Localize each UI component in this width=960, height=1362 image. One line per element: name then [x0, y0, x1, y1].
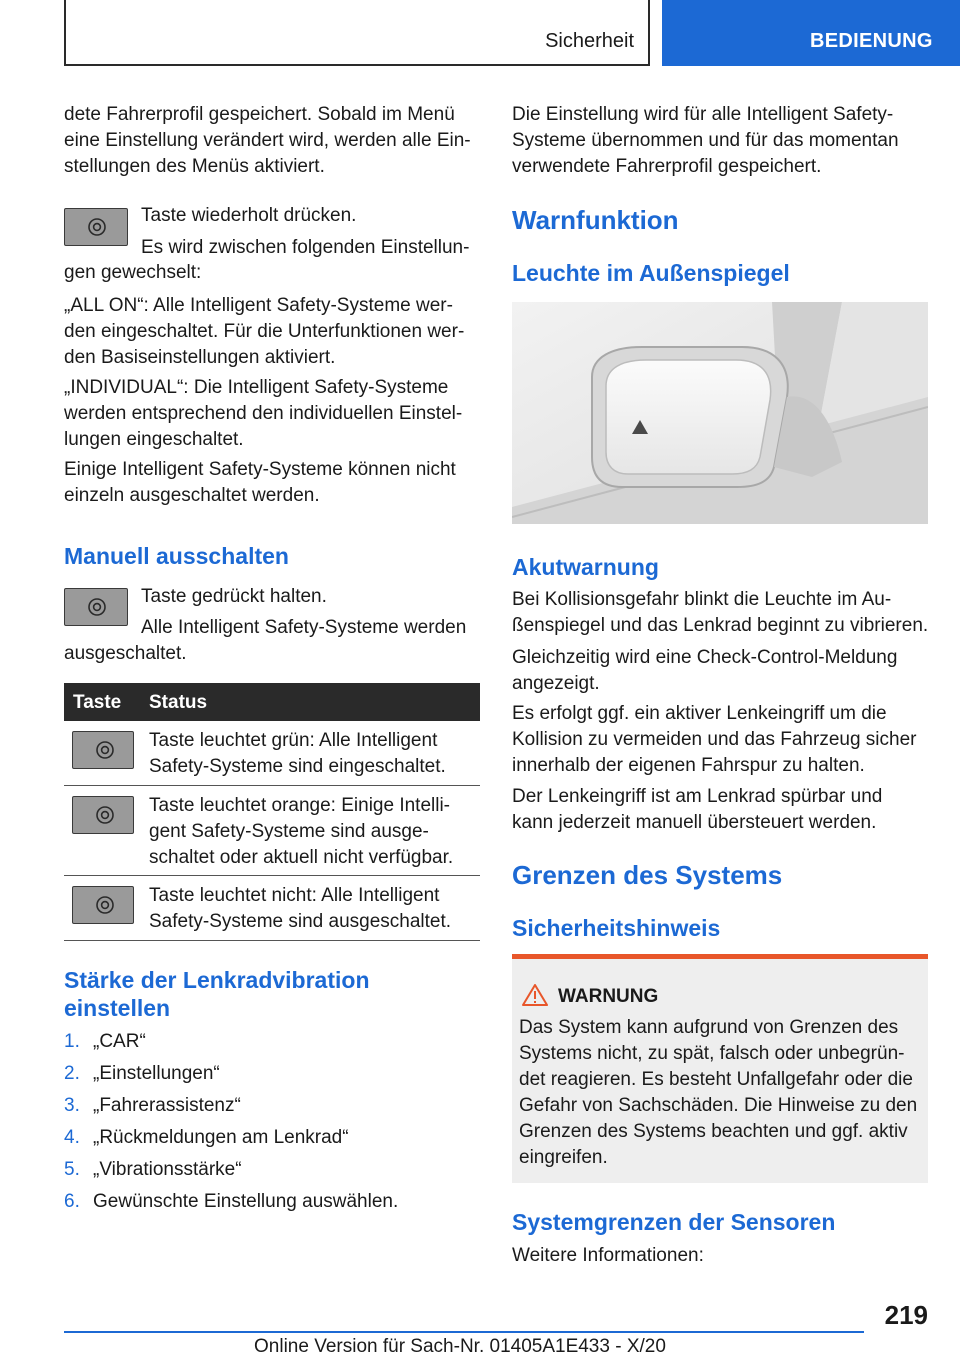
text-line: „INDIVIDUAL“: Die Intelligent Safety-Systeme: [64, 377, 449, 398]
btn2-line3: ausgeschaltet.: [64, 643, 187, 664]
akut-paragraph-2: [512, 645, 932, 697]
table-cell-status: [149, 728, 479, 780]
table-cell-status: [149, 883, 479, 935]
text-line: Die Einstellung wird für alle Intelligent Safety-: [512, 104, 894, 125]
list-item-number: 2.: [64, 1063, 80, 1084]
text-line: ßenspiegel und das Lenkrad beginnt zu vibrieren.: [512, 615, 929, 636]
btn1-line1: Taste wiederholt drücken.: [141, 205, 357, 226]
list-item-number: 4.: [64, 1127, 80, 1148]
header-chapter-tab[interactable]: [662, 0, 960, 66]
warning-title: WARNUNG: [558, 986, 659, 1007]
text-line: angezeigt.: [512, 673, 600, 694]
footer-divider: [64, 1331, 864, 1333]
header-chapter-title: BEDIENUNG: [810, 30, 933, 52]
list-item: „Vibrationsstärke“: [93, 1159, 242, 1180]
header-section-title: Sicherheit: [545, 30, 634, 52]
list-item-number: 6.: [64, 1191, 80, 1212]
heading-line: Stärke der Lenkradvibration: [64, 967, 370, 993]
right-intro-paragraph: [512, 102, 932, 180]
list-item: „Rückmeldungen am Lenkrad“: [93, 1127, 349, 1148]
akut-paragraph-4: [512, 784, 932, 836]
text-line: den Basiseinstellungen aktiviert.: [64, 347, 336, 368]
text-line: einzeln ausgeschaltet werden.: [64, 485, 320, 506]
text-line: Systems nicht, zu spät, falsch oder unbegrün-: [519, 1043, 905, 1064]
akut-paragraph-1: [512, 587, 932, 639]
warning-text: [519, 1015, 923, 1171]
heading-sensoren: Systemgrenzen der Sensoren: [512, 1209, 836, 1235]
heading-vibration: [64, 966, 370, 1022]
some-systems-paragraph: [64, 457, 484, 509]
table-header: [64, 683, 480, 721]
list-item-number: 1.: [64, 1031, 80, 1052]
safety-button-glyph: [95, 805, 115, 825]
safety-button-icon: [72, 886, 134, 924]
safety-button-glyph: [87, 597, 107, 617]
text-line: stellungen des Menüs aktiviert.: [64, 156, 325, 177]
text-line: Gefahr von Sachschäden. Die Hinweise zu den: [519, 1095, 918, 1116]
header-section-box: [64, 0, 650, 66]
safety-button-glyph: [87, 217, 107, 237]
text-line: Taste leuchtet grün: Alle Intelligent: [149, 730, 438, 751]
table-row: [64, 876, 480, 941]
warning-box: [512, 954, 928, 1183]
weitere-informationen: Weitere Informationen:: [512, 1245, 704, 1266]
warning-triangle-icon: [522, 983, 548, 1007]
text-line: schaltet oder aktuell nicht verfügbar.: [149, 847, 454, 868]
list-item: „CAR“: [93, 1031, 146, 1052]
text-line: eine Einstellung verändert wird, werden alle Ein-: [64, 130, 471, 151]
heading-akutwarnung: Akutwarnung: [512, 554, 659, 580]
btn2-line1: Taste gedrückt halten.: [141, 586, 327, 607]
heading-line: einstellen: [64, 995, 171, 1021]
text-line: Bei Kollisionsgefahr blinkt die Leuchte im Au-: [512, 589, 892, 610]
table-row: [64, 721, 480, 786]
text-line: kann jederzeit manuell übersteuert werden.: [512, 812, 877, 833]
text-line: Safety-Systeme sind eingeschaltet.: [149, 756, 446, 777]
heading-warnfunktion: Warnfunktion: [512, 205, 679, 235]
text-line: Einige Intelligent Safety-Systeme können nicht: [64, 459, 456, 480]
individual-paragraph: [64, 375, 484, 453]
text-line: Safety-Systeme sind ausgeschaltet.: [149, 911, 452, 932]
text-line: Der Lenkeingriff ist am Lenkrad spürbar und: [512, 786, 883, 807]
text-line: den eingeschaltet. Für die Unterfunktionen wer-: [64, 321, 465, 342]
left-paragraph-1: [64, 102, 484, 180]
list-item-number: 3.: [64, 1095, 80, 1116]
text-line: innerhalb der eigenen Fahrspur zu halten.: [512, 755, 865, 776]
table-header-taste: Taste: [73, 692, 122, 713]
table-row: [64, 786, 480, 876]
side-mirror-image: [512, 302, 928, 524]
text-line: Das System kann aufgrund von Grenzen des: [519, 1017, 899, 1038]
status-table: [64, 683, 480, 941]
safety-button-icon: [72, 731, 134, 769]
text-line: lungen eingeschaltet.: [64, 429, 244, 450]
safety-button-icon: [64, 588, 128, 626]
safety-button-glyph: [95, 740, 115, 760]
safety-button-icon: [64, 208, 128, 246]
page-number: 219: [884, 1300, 928, 1330]
text-line: Es erfolgt ggf. ein aktiver Lenkeingriff um die: [512, 703, 887, 724]
text-line: werden entsprechend den individuellen Einstel-: [64, 403, 463, 424]
table-cell-status: [149, 793, 479, 871]
btn1-line3: gen gewechselt:: [64, 262, 202, 283]
btn2-line2: Alle Intelligent Safety-Systeme werden: [141, 617, 467, 638]
heading-manuell-ausschalten: Manuell ausschalten: [64, 543, 289, 569]
heading-leuchte: Leuchte im Außenspiegel: [512, 260, 790, 286]
text-line: det reagieren. Es besteht Unfallgefahr oder die: [519, 1069, 913, 1090]
text-line: Kollision zu vermeiden und das Fahrzeug sicher: [512, 729, 917, 750]
text-line: Gleichzeitig wird eine Check-Control-Meldung: [512, 647, 898, 668]
text-line: verwendete Fahrerprofil gespeichert.: [512, 156, 822, 177]
text-line: gent Safety-Systeme sind ausge-: [149, 821, 429, 842]
text-line: eingreifen.: [519, 1147, 608, 1168]
heading-sicherheitshinweis: Sicherheitshinweis: [512, 915, 721, 941]
safety-button-icon: [72, 796, 134, 834]
list-item: „Fahrerassistenz“: [93, 1095, 241, 1116]
safety-button-glyph: [95, 895, 115, 915]
heading-grenzen: Grenzen des Systems: [512, 860, 783, 890]
text-line: „ALL ON“: Alle Intelligent Safety-Systeme wer-: [64, 295, 453, 316]
text-line: Grenzen des Systems beachten und ggf. aktiv: [519, 1121, 908, 1142]
text-line: Taste leuchtet nicht: Alle Intelligent: [149, 885, 440, 906]
btn1-line2: Es wird zwischen folgenden Einstellun-: [141, 237, 470, 258]
allon-paragraph: [64, 293, 484, 371]
text-line: dete Fahrerprofil gespeichert. Sobald im Menü: [64, 104, 455, 125]
akut-paragraph-3: [512, 701, 932, 779]
list-item: „Einstellungen“: [93, 1063, 220, 1084]
text-line: Systeme übernommen und für das momentan: [512, 130, 899, 151]
text-line: Taste leuchtet orange: Einige Intelli-: [149, 795, 451, 816]
list-item: Gewünschte Einstellung auswählen.: [93, 1191, 399, 1212]
list-item-number: 5.: [64, 1159, 80, 1180]
footer-online-version: Online Version für Sach-Nr. 01405A1E433 - X/20: [254, 1336, 666, 1357]
table-header-status: Status: [149, 692, 208, 713]
